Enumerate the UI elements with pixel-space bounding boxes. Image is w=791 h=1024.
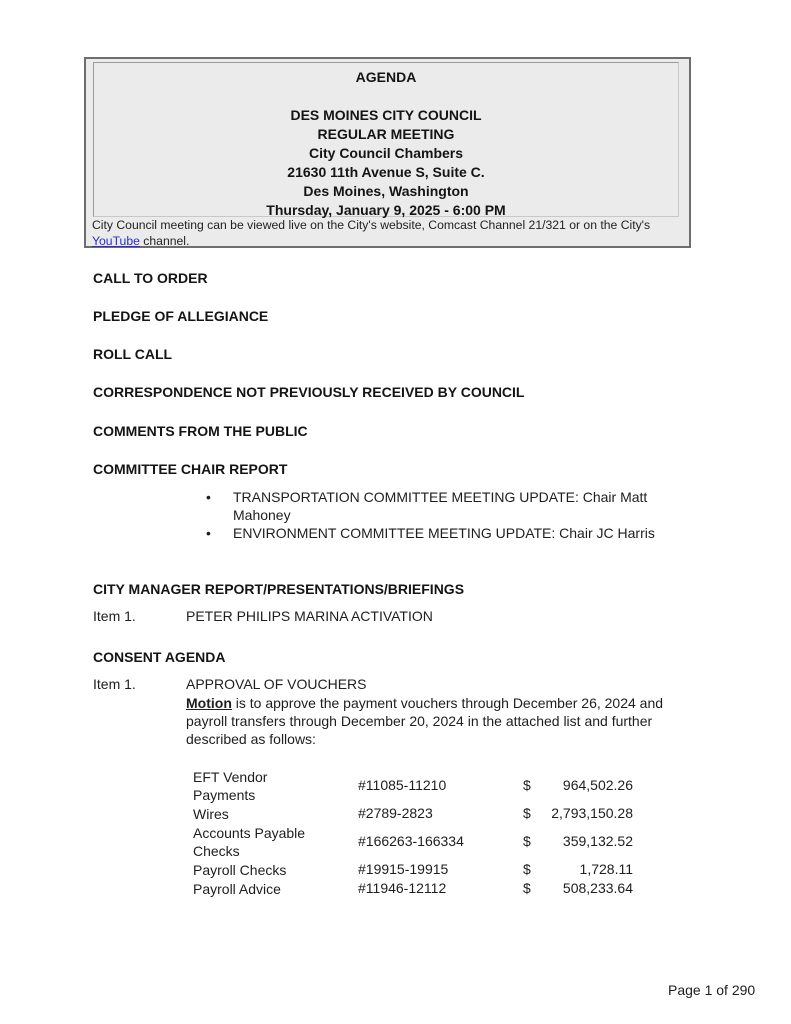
- item-title: APPROVAL OF VOUCHERS: [186, 676, 367, 692]
- voucher-type: Accounts Payable Checks: [193, 825, 306, 859]
- meeting-city: Des Moines, Washington: [303, 183, 469, 199]
- voucher-amount: 964,502.26: [562, 777, 633, 793]
- motion-text: [186, 694, 686, 748]
- voucher-amount: 359,132.52: [562, 833, 633, 849]
- section-call-to-order: CALL TO ORDER: [93, 270, 208, 286]
- voucher-currency: $: [523, 861, 531, 877]
- meeting-type: REGULAR MEETING: [317, 126, 455, 142]
- voucher-number: #166263-166334: [358, 833, 464, 849]
- voucher-number: #11085-11210: [358, 777, 447, 793]
- table-row: [193, 824, 633, 861]
- viewing-note-suffix: channel.: [139, 234, 190, 248]
- table-row: [193, 880, 633, 899]
- youtube-link[interactable]: YouTube: [92, 234, 140, 248]
- committee-report-list: [206, 488, 676, 542]
- voucher-number: #11946-12112: [358, 880, 447, 896]
- agenda-header-box: [84, 57, 691, 248]
- section-roll-call: ROLL CALL: [93, 346, 173, 362]
- motion-body: is to approve the payment vouchers through December 26, 2024 and payroll transfers through December 20, 2024 in the attached list and further described as follows:: [186, 695, 664, 747]
- list-item: [206, 488, 676, 524]
- bullet-icon: •: [206, 489, 211, 505]
- voucher-type: EFT Vendor Payments: [193, 769, 268, 803]
- viewing-note: [92, 217, 682, 249]
- viewing-note-text: City Council meeting can be viewed live on the City's website, Comcast Channel 21/321 or on the City's: [92, 218, 651, 232]
- bullet-icon: •: [206, 525, 211, 541]
- voucher-type: Wires: [193, 806, 229, 822]
- voucher-number: #2789-2823: [358, 805, 433, 821]
- council-name: DES MOINES CITY COUNCIL: [290, 107, 482, 123]
- voucher-type: Payroll Advice: [193, 881, 281, 897]
- section-correspondence: CORRESPONDENCE NOT PREVIOUSLY RECEIVED BY COUNCIL: [93, 384, 525, 400]
- section-city-manager-report: CITY MANAGER REPORT/PRESENTATIONS/BRIEFINGS: [93, 581, 465, 597]
- section-committee-chair-report: COMMITTEE CHAIR REPORT: [93, 461, 288, 477]
- page-number: Page 1 of 290: [668, 982, 756, 998]
- voucher-amount: 1,728.11: [579, 861, 633, 877]
- voucher-number: #19915-19915: [358, 861, 449, 877]
- section-consent-agenda: CONSENT AGENDA: [93, 649, 226, 665]
- agenda-title: AGENDA: [355, 69, 417, 85]
- motion-label: Motion: [186, 695, 232, 711]
- table-row: [193, 861, 633, 880]
- meeting-address: 21630 11th Avenue S, Suite C.: [287, 164, 485, 180]
- voucher-amount: 2,793,150.28: [551, 805, 633, 821]
- section-public-comments: COMMENTS FROM THE PUBLIC: [93, 423, 308, 439]
- item-label: Item 1.: [93, 676, 136, 692]
- voucher-currency: $: [523, 880, 531, 896]
- item-title: PETER PHILIPS MARINA ACTIVATION: [186, 608, 433, 624]
- table-row: [193, 805, 633, 824]
- committee-report-text: TRANSPORTATION COMMITTEE MEETING UPDATE: Chair Matt Mahoney: [233, 489, 648, 523]
- voucher-currency: $: [523, 777, 531, 793]
- table-row: [193, 768, 633, 805]
- voucher-type: Payroll Checks: [193, 862, 287, 878]
- voucher-currency: $: [523, 805, 531, 821]
- committee-report-text: ENVIRONMENT COMMITTEE MEETING UPDATE: Chair JC Harris: [233, 525, 655, 541]
- meeting-datetime: Thursday, January 9, 2025 - 6:00 PM: [266, 202, 506, 218]
- section-pledge: PLEDGE OF ALLEGIANCE: [93, 308, 269, 324]
- list-item: [206, 524, 676, 542]
- voucher-table: [193, 768, 633, 899]
- voucher-amount: 508,233.64: [562, 880, 633, 896]
- item-label: Item 1.: [93, 608, 136, 624]
- meeting-location: City Council Chambers: [308, 145, 464, 161]
- voucher-currency: $: [523, 833, 531, 849]
- agenda-title-block: [93, 62, 679, 217]
